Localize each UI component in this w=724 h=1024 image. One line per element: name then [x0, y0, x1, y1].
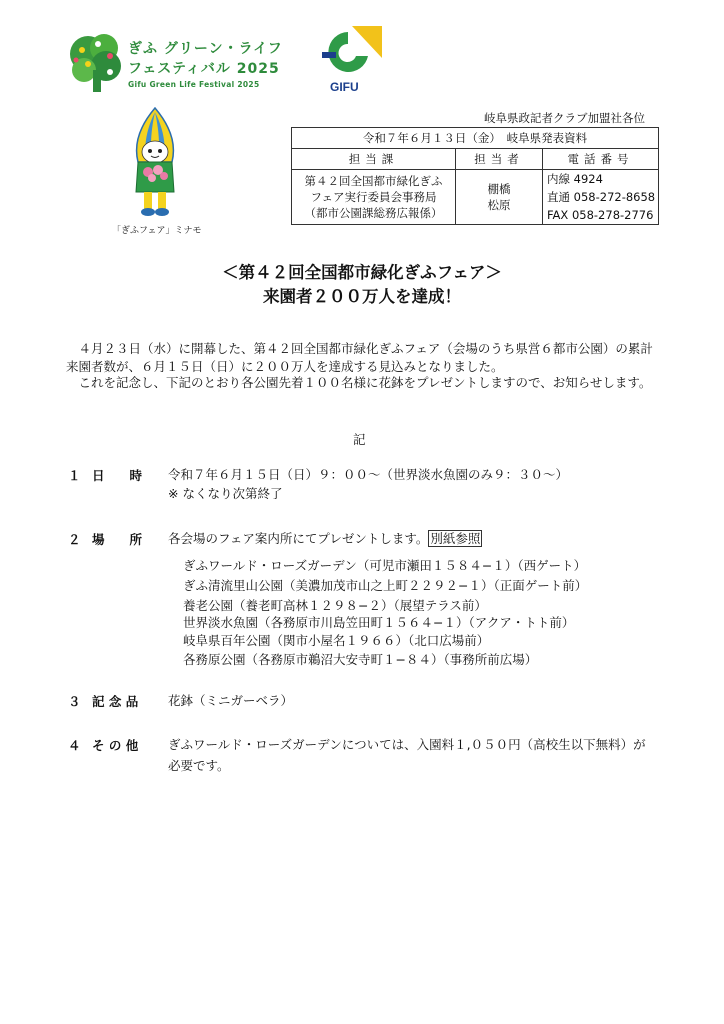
phone-extension: 内線 4924	[547, 172, 603, 186]
annex-reference: 別紙参照	[430, 531, 481, 546]
header-phone: 電話番号	[543, 149, 659, 170]
ki-heading: 記	[353, 432, 366, 447]
place-text: 各会場のフェア案内所にてプレゼントします。	[168, 531, 429, 546]
venue-item: 養老公園（養老町高林１２９８−２）（展望テラス前）	[183, 598, 487, 613]
section-label-place: 場 所	[92, 532, 143, 547]
document-subtitle: 来園者２００万人を達成！	[263, 287, 461, 306]
phone-cell	[543, 170, 659, 225]
department-line: （都市公園課総務広報係）	[304, 206, 443, 220]
mascot-caption: 「ぎふフェア」ミナモ	[112, 226, 202, 236]
festival-logo	[66, 30, 281, 96]
release-date: 令和７年６月１３日（金） 岐阜県発表資料	[292, 128, 659, 149]
document-title: ＜第４２回全国都市緑化ぎふフェア＞	[222, 263, 502, 282]
gift-value: 花鉢（ミニガーベラ）	[168, 693, 294, 708]
header-person: 担当者	[456, 149, 543, 170]
department-line: 第４２回全国都市緑化ぎふ	[304, 174, 443, 188]
person-cell	[456, 170, 543, 225]
section-number: ４	[68, 738, 81, 753]
section-number: ２	[68, 532, 81, 547]
festival-logo-line3: Gifu Green Life Festival 2025	[128, 80, 260, 89]
section-number: １	[68, 468, 81, 483]
minamo-mascot-icon	[128, 106, 182, 218]
festival-logo-line1: ぎふ グリーン・ライフ	[128, 41, 283, 57]
addressee: 岐阜県政記者クラブ加盟社各位	[484, 111, 645, 125]
venue-item: 岐阜県百年公園（関市小屋名１９６６）（北口広場前）	[183, 633, 490, 648]
mascot-illustration	[128, 106, 182, 218]
section-label-datetime: 日 時	[92, 468, 143, 483]
venue-item: ぎふワールド・ローズガーデン（可児市瀬田１５８４−１）（西ゲート）	[183, 558, 587, 573]
venue-item: 各務原公園（各務原市鵜沼大安寺町１−８４）（事務所前広場）	[183, 652, 538, 667]
venue-item: ぎふ清流里山公園（美濃加茂市山之上町２２９２−１）（正面ゲート前）	[183, 578, 588, 593]
place-description	[168, 530, 482, 548]
datetime-value: 令和７年６月１５日（日）９：００〜（世界淡水魚園のみ９：３０〜）	[168, 467, 569, 482]
person-name: 棚橋	[487, 182, 511, 196]
venue-item: 世界淡水魚園（各務原市川島笠田町１５６４−１）（アクア・トト前）	[183, 615, 575, 630]
gifu-emblem-icon	[318, 24, 388, 82]
contact-table	[291, 127, 659, 225]
other-line: 必要です。	[168, 758, 230, 773]
department-line: フェア実行委員会事務局	[310, 190, 437, 204]
department-cell	[292, 170, 456, 225]
other-line: ぎふワールド・ローズガーデンについては、入園料１,０５０円（高校生以下無料）が	[168, 737, 646, 752]
intro-line: ４月２３日（水）に開幕した、第４２回全国都市緑化ぎふフェア（会場のうち県営６都市公園）の累計	[66, 341, 653, 356]
intro-line: これを記念し、下記のとおり各公園先着１００名様に花鉢をプレゼントしますので、お知らせします。	[66, 375, 652, 390]
gifu-prefecture-logo	[318, 24, 388, 96]
tree-icon	[66, 32, 128, 94]
section-label-other: そ の 他	[92, 738, 139, 753]
section-label-gift: 記 念 品	[92, 694, 139, 709]
gifu-logo-text: GIFU	[330, 80, 359, 94]
phone-fax: FAX 058-278-2776	[547, 208, 654, 222]
festival-logo-line2: フェスティバル 2025	[128, 61, 280, 77]
person-name: 松原	[487, 198, 511, 212]
datetime-note: ※ なくなり次第終了	[168, 486, 283, 501]
intro-line: 来園者数が、６月１５日（日）に２００万人を達成する見込みとなりました。	[66, 359, 504, 374]
header-department: 担当課	[292, 149, 456, 170]
phone-direct: 直通 058-272-8658	[547, 190, 656, 204]
section-number: ３	[68, 694, 81, 709]
